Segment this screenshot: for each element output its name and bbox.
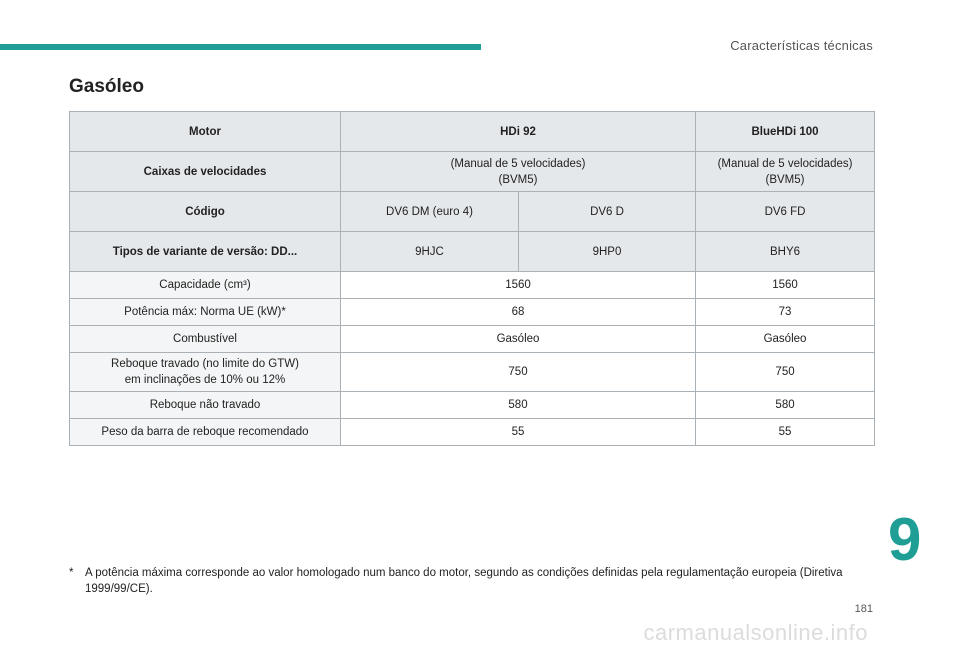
- table-row-gearbox: [70, 152, 875, 192]
- chapter-color-bar: [0, 44, 481, 50]
- table-cell: 55: [696, 419, 875, 446]
- page-number: 181: [854, 603, 873, 615]
- row-label: Potência máx: Norma UE (kW)*: [70, 299, 341, 326]
- table-row: [70, 326, 875, 353]
- table-cell: BHY6: [696, 232, 875, 272]
- table-cell: 68: [341, 299, 696, 326]
- table-cell: Gasóleo: [696, 326, 875, 353]
- row-label: Código: [70, 192, 341, 232]
- table-cell: DV6 FD: [696, 192, 875, 232]
- table-cell: Gasóleo: [341, 326, 696, 353]
- footnote: [69, 565, 849, 597]
- engine-spec-table: [69, 111, 875, 446]
- row-label: Combustível: [70, 326, 341, 353]
- row-label: Reboque não travado: [70, 392, 341, 419]
- row-label: Peso da barra de reboque recomendado: [70, 419, 341, 446]
- page-heading: Gasóleo: [69, 76, 144, 97]
- footnote-mark: *: [69, 567, 74, 579]
- table-cell: 1560: [696, 272, 875, 299]
- section-title: Características técnicas: [730, 38, 873, 53]
- table-cell: DV6 DM (euro 4): [341, 192, 519, 232]
- table-row-motor: [70, 112, 875, 152]
- row-label: Capacidade (cm³): [70, 272, 341, 299]
- table-row: [70, 353, 875, 392]
- table-cell: 1560: [341, 272, 696, 299]
- row-label: Caixas de velocidades: [70, 152, 341, 192]
- table-row-code: [70, 192, 875, 232]
- table-cell: 9HJC: [341, 232, 519, 272]
- chapter-number: 9: [888, 506, 922, 573]
- table-cell: 580: [696, 392, 875, 419]
- row-label: Tipos de variante de versão: DD...: [70, 232, 341, 272]
- table-row-variant: [70, 232, 875, 272]
- row-label: Motor: [70, 112, 341, 152]
- cell-hdi92: HDi 92: [341, 112, 696, 152]
- cell-bluehdi100: BlueHDi 100: [696, 112, 875, 152]
- footnote-text: A potência máxima corresponde ao valor homologado num banco do motor, segundo as condições definidas pela regulamentação europeia (Diretiva 1999/99/CE).: [85, 567, 843, 595]
- table-row: [70, 299, 875, 326]
- table-cell: (Manual de 5 velocidades) (BVM5): [696, 152, 875, 192]
- table-row: [70, 419, 875, 446]
- watermark: carmanualsonline.info: [643, 620, 868, 645]
- table-cell: 55: [341, 419, 696, 446]
- table-cell: 750: [696, 353, 875, 392]
- table-row: [70, 272, 875, 299]
- row-label: Reboque travado (no limite do GTW) em inclinações de 10% ou 12%: [70, 353, 341, 392]
- table-cell: 73: [696, 299, 875, 326]
- table-cell: 580: [341, 392, 696, 419]
- table-cell: 9HP0: [519, 232, 696, 272]
- table-cell: (Manual de 5 velocidades) (BVM5): [341, 152, 696, 192]
- table-cell: 750: [341, 353, 696, 392]
- table-cell: DV6 D: [519, 192, 696, 232]
- table-row: [70, 392, 875, 419]
